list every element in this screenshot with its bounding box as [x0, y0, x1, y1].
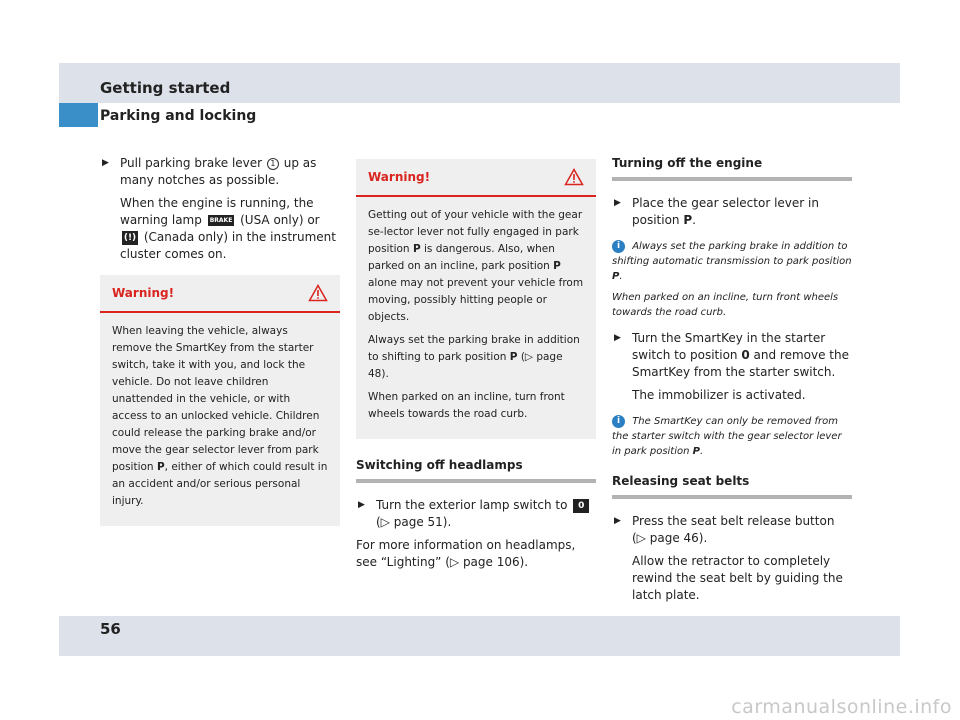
- section-heading-seatbelts: Releasing seat belts: [612, 473, 852, 499]
- chapter-title: Getting started: [100, 79, 231, 97]
- bullet-arrow-icon: ▶: [614, 333, 621, 343]
- warning-text: When leaving the vehicle, always remove the SmartKey from the starter switch, take it with you, and lock the vehicle. Do not leave children unattended in the vehicle, or with access to an unlocked vehicle. Children could release the parking brake and/or move the gear selector lever from park position P, either of which could result in an accident and/or serious personal injury.: [112, 325, 328, 507]
- info-note: i The SmartKey can only be removed from the starter switch with the gear selector lever in park position P.: [612, 415, 842, 457]
- column-2: [356, 155, 596, 577]
- step-seatbelt-release: ▶ Press the seat belt release button (▷ page 46).: [614, 514, 835, 545]
- bullet-arrow-icon: ▶: [102, 158, 109, 168]
- warning-title: Warning!: [112, 285, 175, 300]
- section-heading-engine: Turning off the engine: [612, 155, 852, 181]
- section-heading-headlamps: Switching off headlamps: [356, 457, 596, 483]
- step-lamp-switch: ▶ Turn the exterior lamp switch to 0 (▷ page 51).: [356, 497, 596, 531]
- bullet-arrow-icon: ▶: [358, 500, 365, 510]
- warning-header: [100, 275, 340, 313]
- page-reference-link[interactable]: (▷ page 48).: [368, 351, 563, 380]
- warning-lamp-paragraph: When the engine is running, the warning lamp BRAKE (USA only) or (!) (Canada only) in the instrument cluster comes on.: [120, 196, 336, 261]
- bullet-arrow-icon: ▶: [614, 198, 621, 208]
- retractor-paragraph: Allow the retractor to completely rewind the seat belt by guiding the latch plate.: [632, 554, 843, 602]
- step-gear-selector: ▶ Place the gear selector lever in position P.: [614, 196, 819, 227]
- warning-triangle-icon: [564, 168, 584, 186]
- info-note-incline: When parked on an incline, turn front wheels towards the road curb.: [612, 292, 839, 318]
- immobilizer-paragraph: The immobilizer is activated.: [632, 388, 806, 402]
- warning-title: Warning!: [368, 169, 431, 184]
- footer-band: [59, 616, 900, 656]
- numbered-callout-badge: 1: [267, 158, 279, 170]
- warning-text: When parked on an incline, turn front wheels towards the road curb.: [368, 391, 565, 420]
- info-note: i Always set the parking brake in addition to shifting automatic transmission to park position P.: [612, 240, 852, 282]
- lamp-switch-off-icon: 0: [573, 499, 589, 513]
- warning-header: [356, 159, 596, 197]
- step-parking-brake: ▶ Pull parking brake lever 1 up as many notches as possible.: [102, 156, 317, 187]
- canada-brake-lamp-icon: (!): [123, 232, 137, 243]
- warning-text: Always set the parking brake in addition to shifting to park position P (▷ page 48).: [368, 334, 580, 380]
- watermark-text[interactable]: carmanualsonline.info: [731, 696, 952, 718]
- column-1: [100, 155, 340, 526]
- page-reference-link[interactable]: (▷ page 51).: [376, 515, 452, 529]
- step-smartkey: ▶ Turn the SmartKey in the starter switch to position 0 and remove the SmartKey from the starter switch.: [614, 331, 849, 379]
- brake-lamp-icon: BRAKE: [209, 217, 233, 224]
- info-icon: i: [612, 240, 625, 253]
- bullet-arrow-icon: ▶: [614, 516, 621, 526]
- accent-square: [59, 103, 98, 127]
- headlamps-info-paragraph: For more information on headlamps, see “Lighting” (▷ page 106).: [356, 538, 576, 569]
- warning-text: Getting out of your vehicle with the gear se-lector lever not fully engaged in park position P is dangerous. Also, when parked on an incline, park position P alone may not prevent your vehicle from moving, possibly hitting people or objects.: [368, 209, 584, 323]
- warning-box: [100, 275, 340, 526]
- page-number: 56: [100, 620, 121, 638]
- column-3: [612, 155, 852, 610]
- warning-triangle-icon: [308, 284, 328, 302]
- warning-box: [356, 159, 596, 439]
- info-icon: i: [612, 415, 625, 428]
- section-title: Parking and locking: [100, 108, 257, 124]
